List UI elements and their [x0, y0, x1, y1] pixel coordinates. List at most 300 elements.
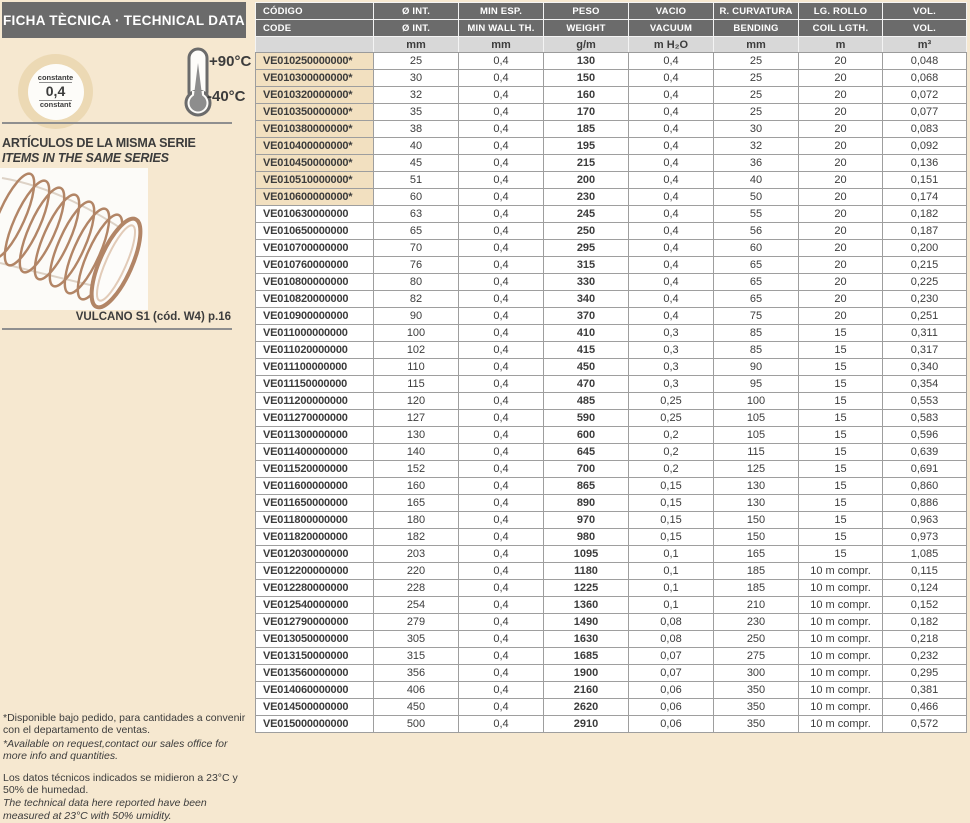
value-cell: 0,295	[883, 665, 967, 682]
value-cell: 315	[544, 257, 629, 274]
value-cell: 25	[714, 70, 799, 87]
table-row	[256, 614, 967, 631]
value-cell: 152	[374, 461, 459, 478]
value-cell: 2620	[544, 699, 629, 716]
page-title: FICHA TÈCNICA · TECHNICAL DATA	[2, 2, 246, 38]
code-cell: VE012280000000	[256, 580, 374, 597]
code-cell: VE013150000000	[256, 648, 374, 665]
table-row	[256, 512, 967, 529]
value-cell: 0,4	[459, 189, 544, 206]
code-cell: VE011600000000	[256, 478, 374, 495]
value-cell: 0,07	[629, 665, 714, 682]
value-cell: 20	[799, 223, 883, 240]
value-cell: 2910	[544, 716, 629, 733]
value-cell: 195	[544, 138, 629, 155]
value-cell: 160	[374, 478, 459, 495]
value-cell: 0,25	[629, 410, 714, 427]
code-cell: VE015000000000	[256, 716, 374, 733]
value-cell: 0,583	[883, 410, 967, 427]
value-cell: 0,4	[459, 580, 544, 597]
value-cell: 20	[799, 257, 883, 274]
value-cell: 15	[799, 529, 883, 546]
value-cell: 40	[374, 138, 459, 155]
value-cell: 82	[374, 291, 459, 308]
col-header-min-wall: MIN WALL TH.	[459, 20, 544, 37]
code-cell: VE014500000000	[256, 699, 374, 716]
value-cell: 0,3	[629, 359, 714, 376]
value-cell: 60	[714, 240, 799, 257]
unit-gm: g/m	[544, 37, 629, 53]
value-cell: 305	[374, 631, 459, 648]
footnote: *Available on request,contact our sales office for more info and quantities.	[3, 737, 228, 763]
value-cell: 450	[544, 359, 629, 376]
value-cell: 85	[714, 342, 799, 359]
value-cell: 0,4	[459, 376, 544, 393]
badge-label-constant: constant	[39, 100, 72, 110]
value-cell: 200	[544, 172, 629, 189]
value-cell: 0,354	[883, 376, 967, 393]
value-cell: 0,4	[629, 138, 714, 155]
value-cell: 185	[544, 121, 629, 138]
value-cell: 0,4	[459, 665, 544, 682]
value-cell: 0,639	[883, 444, 967, 461]
value-cell: 0,4	[459, 308, 544, 325]
value-cell: 10 m compr.	[799, 648, 883, 665]
value-cell: 10 m compr.	[799, 716, 883, 733]
value-cell: 415	[544, 342, 629, 359]
value-cell: 30	[374, 70, 459, 87]
value-cell: 203	[374, 546, 459, 563]
unit-mm-int: mm	[374, 37, 459, 53]
value-cell: 63	[374, 206, 459, 223]
temperature-min: -40°C	[207, 88, 246, 105]
value-cell: 30	[714, 121, 799, 138]
code-cell: VE013050000000	[256, 631, 374, 648]
value-cell: 0,311	[883, 325, 967, 342]
code-cell: VE010400000000*	[256, 138, 374, 155]
value-cell: 1,085	[883, 546, 967, 563]
value-cell: 20	[799, 104, 883, 121]
value-cell: 0,25	[629, 393, 714, 410]
value-cell: 10 m compr.	[799, 699, 883, 716]
value-cell: 76	[374, 257, 459, 274]
value-cell: 110	[374, 359, 459, 376]
value-cell: 40	[714, 172, 799, 189]
value-cell: 150	[714, 512, 799, 529]
code-cell: VE010630000000	[256, 206, 374, 223]
col-header-weight: WEIGHT	[544, 20, 629, 37]
series-heading-en: ITEMS IN THE SAME SERIES	[2, 151, 169, 165]
value-cell: 130	[544, 53, 629, 70]
code-cell: VE010250000000*	[256, 53, 374, 70]
value-cell: 105	[714, 427, 799, 444]
value-cell: 65	[714, 257, 799, 274]
table-row	[256, 393, 967, 410]
value-cell: 315	[374, 648, 459, 665]
code-cell: VE011300000000	[256, 427, 374, 444]
value-cell: 2160	[544, 682, 629, 699]
value-cell: 0,4	[459, 682, 544, 699]
value-cell: 0,4	[459, 206, 544, 223]
value-cell: 15	[799, 444, 883, 461]
value-cell: 185	[714, 563, 799, 580]
value-cell: 250	[714, 631, 799, 648]
value-cell: 0,092	[883, 138, 967, 155]
value-cell: 0,4	[629, 155, 714, 172]
value-cell: 450	[374, 699, 459, 716]
value-cell: 1180	[544, 563, 629, 580]
value-cell: 20	[799, 172, 883, 189]
value-cell: 15	[799, 342, 883, 359]
value-cell: 125	[714, 461, 799, 478]
value-cell: 0,124	[883, 580, 967, 597]
value-cell: 245	[544, 206, 629, 223]
value-cell: 0,4	[629, 223, 714, 240]
value-cell: 0,083	[883, 121, 967, 138]
value-cell: 0,4	[629, 291, 714, 308]
value-cell: 32	[374, 87, 459, 104]
value-cell: 1900	[544, 665, 629, 682]
value-cell: 36	[714, 155, 799, 172]
value-cell: 295	[544, 240, 629, 257]
value-cell: 0,3	[629, 325, 714, 342]
value-cell: 0,973	[883, 529, 967, 546]
value-cell: 45	[374, 155, 459, 172]
value-cell: 0,3	[629, 376, 714, 393]
value-cell: 0,06	[629, 682, 714, 699]
value-cell: 0,225	[883, 274, 967, 291]
value-cell: 0,4	[629, 308, 714, 325]
value-cell: 100	[374, 325, 459, 342]
value-cell: 0,4	[459, 155, 544, 172]
code-cell: VE011270000000	[256, 410, 374, 427]
value-cell: 0,151	[883, 172, 967, 189]
code-cell: VE010450000000*	[256, 155, 374, 172]
value-cell: 20	[799, 274, 883, 291]
value-cell: 0,4	[459, 87, 544, 104]
code-cell: VE011400000000	[256, 444, 374, 461]
value-cell: 1095	[544, 546, 629, 563]
value-cell: 0,4	[629, 70, 714, 87]
value-cell: 20	[799, 206, 883, 223]
value-cell: 0,4	[459, 461, 544, 478]
value-cell: 410	[544, 325, 629, 342]
table-row	[256, 206, 967, 223]
product-photo-hose	[0, 168, 148, 310]
value-cell: 0,4	[459, 563, 544, 580]
value-cell: 0,136	[883, 155, 967, 172]
product-caption: VULCANO S1 (cód. W4) p.16	[75, 311, 231, 323]
value-cell: 150	[544, 70, 629, 87]
col-header-int-diam: Ø INT.	[374, 20, 459, 37]
code-cell: VE010600000000*	[256, 189, 374, 206]
table-row	[256, 155, 967, 172]
value-cell: 600	[544, 427, 629, 444]
value-cell: 10 m compr.	[799, 563, 883, 580]
table-row	[256, 546, 967, 563]
value-cell: 165	[714, 546, 799, 563]
value-cell: 130	[714, 495, 799, 512]
value-cell: 15	[799, 325, 883, 342]
table-row	[256, 529, 967, 546]
table-row	[256, 325, 967, 342]
value-cell: 0,068	[883, 70, 967, 87]
value-cell: 15	[799, 376, 883, 393]
value-cell: 51	[374, 172, 459, 189]
value-cell: 0,06	[629, 716, 714, 733]
value-cell: 700	[544, 461, 629, 478]
footnote: The technical data here reported have been measured at 23°C with 50% umidity.	[3, 797, 207, 822]
value-cell: 0,4	[629, 257, 714, 274]
value-cell: 160	[544, 87, 629, 104]
value-cell: 0,4	[459, 359, 544, 376]
value-cell: 105	[714, 410, 799, 427]
table-row	[256, 189, 967, 206]
code-cell: VE010820000000	[256, 291, 374, 308]
table-row	[256, 291, 967, 308]
table-row	[256, 308, 967, 325]
value-cell: 32	[714, 138, 799, 155]
value-cell: 180	[374, 512, 459, 529]
value-cell: 865	[544, 478, 629, 495]
value-cell: 15	[799, 427, 883, 444]
value-cell: 20	[799, 155, 883, 172]
value-cell: 10 m compr.	[799, 580, 883, 597]
value-cell: 0,4	[629, 274, 714, 291]
value-cell: 130	[714, 478, 799, 495]
table-row	[256, 478, 967, 495]
value-cell: 0,4	[459, 325, 544, 342]
value-cell: 370	[544, 308, 629, 325]
value-cell: 0,072	[883, 87, 967, 104]
value-cell: 56	[714, 223, 799, 240]
value-cell: 230	[714, 614, 799, 631]
value-cell: 0,15	[629, 495, 714, 512]
value-cell: 120	[374, 393, 459, 410]
col-header-min-esp: MIN ESP.	[459, 3, 544, 20]
code-cell: VE010510000000*	[256, 172, 374, 189]
value-cell: 0,4	[459, 597, 544, 614]
code-cell: VE010900000000	[256, 308, 374, 325]
value-cell: 0,886	[883, 495, 967, 512]
value-cell: 0,596	[883, 427, 967, 444]
value-cell: 1360	[544, 597, 629, 614]
code-cell: VE010700000000	[256, 240, 374, 257]
value-cell: 0,15	[629, 529, 714, 546]
table-row	[256, 410, 967, 427]
value-cell: 15	[799, 546, 883, 563]
code-cell: VE010800000000	[256, 274, 374, 291]
value-cell: 0,08	[629, 614, 714, 631]
table-row	[256, 563, 967, 580]
value-cell: 25	[714, 53, 799, 70]
table-row	[256, 665, 967, 682]
value-cell: 15	[799, 512, 883, 529]
value-cell: 0,572	[883, 716, 967, 733]
temperature-max: +90°C	[209, 53, 252, 70]
value-cell: 254	[374, 597, 459, 614]
table-row	[256, 53, 967, 70]
value-cell: 0,4	[629, 121, 714, 138]
value-cell: 0,200	[883, 240, 967, 257]
table-row	[256, 444, 967, 461]
value-cell: 0,2	[629, 461, 714, 478]
value-cell: 10 m compr.	[799, 631, 883, 648]
value-cell: 35	[374, 104, 459, 121]
value-cell: 0,963	[883, 512, 967, 529]
value-cell: 0,4	[629, 206, 714, 223]
value-cell: 0,4	[459, 121, 544, 138]
value-cell: 0,4	[459, 427, 544, 444]
value-cell: 0,691	[883, 461, 967, 478]
value-cell: 350	[714, 699, 799, 716]
value-cell: 0,466	[883, 699, 967, 716]
value-cell: 0,4	[459, 274, 544, 291]
value-cell: 85	[714, 325, 799, 342]
value-cell: 0,317	[883, 342, 967, 359]
value-cell: 0,15	[629, 512, 714, 529]
value-cell: 0,218	[883, 631, 967, 648]
code-cell: VE010320000000*	[256, 87, 374, 104]
value-cell: 0,4	[459, 512, 544, 529]
value-cell: 15	[799, 495, 883, 512]
value-cell: 25	[374, 53, 459, 70]
value-cell: 275	[714, 648, 799, 665]
value-cell: 500	[374, 716, 459, 733]
table-row	[256, 495, 967, 512]
value-cell: 15	[799, 393, 883, 410]
value-cell: 0,232	[883, 648, 967, 665]
value-cell: 25	[714, 87, 799, 104]
value-cell: 356	[374, 665, 459, 682]
value-cell: 230	[544, 189, 629, 206]
value-cell: 1225	[544, 580, 629, 597]
value-cell: 0,215	[883, 257, 967, 274]
table-row	[256, 597, 967, 614]
col-header-r-curvatura: R. CURVATURA	[714, 3, 799, 20]
value-cell: 15	[799, 410, 883, 427]
value-cell: 350	[714, 716, 799, 733]
code-cell: VE010380000000*	[256, 121, 374, 138]
value-cell: 0,4	[459, 478, 544, 495]
value-cell: 65	[374, 223, 459, 240]
table-row	[256, 359, 967, 376]
value-cell: 10 m compr.	[799, 614, 883, 631]
value-cell: 0,187	[883, 223, 967, 240]
code-cell: VE012200000000	[256, 563, 374, 580]
value-cell: 0,4	[629, 104, 714, 121]
value-cell: 220	[374, 563, 459, 580]
value-cell: 590	[544, 410, 629, 427]
value-cell: 15	[799, 359, 883, 376]
value-cell: 406	[374, 682, 459, 699]
unit-mm-wall: mm	[459, 37, 544, 53]
table-row	[256, 172, 967, 189]
value-cell: 60	[374, 189, 459, 206]
value-cell: 182	[374, 529, 459, 546]
value-cell: 0,4	[459, 393, 544, 410]
value-cell: 980	[544, 529, 629, 546]
value-cell: 0,4	[459, 546, 544, 563]
value-cell: 1630	[544, 631, 629, 648]
value-cell: 10 m compr.	[799, 597, 883, 614]
divider	[2, 328, 232, 330]
value-cell: 0,4	[459, 342, 544, 359]
value-cell: 0,4	[459, 631, 544, 648]
unit-mm-bending: mm	[714, 37, 799, 53]
value-cell: 15	[799, 478, 883, 495]
footnote: *Disponible bajo pedido, para cantidades a convenir con el departamento de ventas.	[3, 712, 246, 737]
value-cell: 0,1	[629, 580, 714, 597]
value-cell: 250	[544, 223, 629, 240]
table-row	[256, 138, 967, 155]
col-header-vol-es: VOL.	[883, 3, 967, 20]
value-cell: 0,15	[629, 478, 714, 495]
value-cell: 20	[799, 308, 883, 325]
code-cell: VE011100000000	[256, 359, 374, 376]
code-cell: VE010650000000	[256, 223, 374, 240]
code-cell: VE010300000000*	[256, 70, 374, 87]
col-header-vol-en: VOL.	[883, 20, 967, 37]
col-header-vacio: VACIO	[629, 3, 714, 20]
value-cell: 0,381	[883, 682, 967, 699]
table-row	[256, 70, 967, 87]
value-cell: 0,2	[629, 427, 714, 444]
table-row	[256, 427, 967, 444]
value-cell: 0,1	[629, 546, 714, 563]
code-cell: VE011820000000	[256, 529, 374, 546]
badge-value: 0,4	[39, 82, 72, 102]
value-cell: 115	[374, 376, 459, 393]
value-cell: 0,4	[459, 495, 544, 512]
table-row	[256, 257, 967, 274]
col-header-codigo: CÓDIGO	[256, 3, 374, 20]
code-cell: VE011150000000	[256, 376, 374, 393]
value-cell: 75	[714, 308, 799, 325]
value-cell: 10 m compr.	[799, 682, 883, 699]
value-cell: 0,4	[459, 172, 544, 189]
value-cell: 0,4	[629, 172, 714, 189]
value-cell: 485	[544, 393, 629, 410]
code-cell: VE011520000000	[256, 461, 374, 478]
value-cell: 0,4	[459, 223, 544, 240]
table-row	[256, 121, 967, 138]
value-cell: 65	[714, 291, 799, 308]
value-cell: 0,4	[459, 70, 544, 87]
value-cell: 210	[714, 597, 799, 614]
table-row	[256, 461, 967, 478]
code-cell: VE013560000000	[256, 665, 374, 682]
value-cell: 0,4	[459, 257, 544, 274]
value-cell: 20	[799, 291, 883, 308]
series-heading-es: ARTÍCULOS DE LA MISMA SERIE	[2, 136, 196, 150]
footnote: Los datos técnicos indicados se midieron a 23°C y 50% de humedad.	[3, 771, 238, 796]
value-cell: 0,1	[629, 563, 714, 580]
value-cell: 150	[714, 529, 799, 546]
unit-m3: m³	[883, 37, 967, 53]
value-cell: 170	[544, 104, 629, 121]
value-cell: 20	[799, 240, 883, 257]
value-cell: 70	[374, 240, 459, 257]
value-cell: 20	[799, 138, 883, 155]
value-cell: 0,4	[459, 240, 544, 257]
code-cell: VE014060000000	[256, 682, 374, 699]
table-row	[256, 223, 967, 240]
col-header-bending: BENDING	[714, 20, 799, 37]
value-cell: 95	[714, 376, 799, 393]
value-cell: 20	[799, 121, 883, 138]
value-cell: 0,4	[629, 189, 714, 206]
